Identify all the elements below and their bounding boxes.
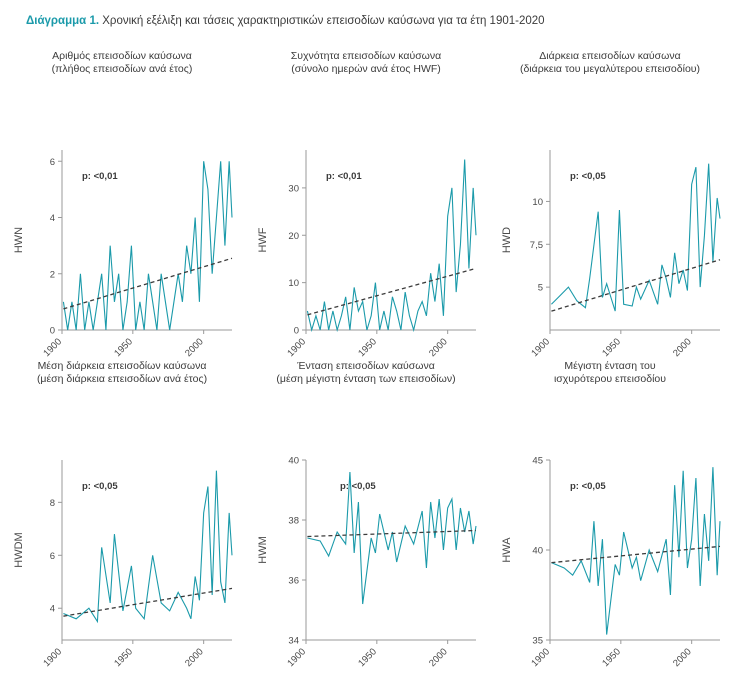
chart-title-hwa-line1: Μέγιστη ένταση του bbox=[564, 360, 656, 372]
xtick-label: 1900 bbox=[285, 646, 309, 670]
pvalue-hwf: p: <0,01 bbox=[326, 171, 362, 182]
figure-caption bbox=[26, 14, 716, 28]
plot-svg-hwdm bbox=[0, 388, 244, 670]
chart-title-hwn-line1: Αριθμός επεισοδίων καύσωνα bbox=[52, 50, 192, 62]
plot-hwm bbox=[244, 388, 488, 670]
plot-svg-hwn bbox=[0, 78, 244, 360]
plot-hwf bbox=[244, 78, 488, 360]
xtick-label: 1900 bbox=[41, 336, 65, 360]
chart-title-hwa bbox=[488, 354, 732, 388]
ylabel-hwdm: HWDM bbox=[13, 532, 25, 568]
ytick-label: 40 bbox=[532, 545, 543, 557]
yticks-hwdm bbox=[50, 498, 62, 615]
xtick-label: 2000 bbox=[427, 336, 450, 360]
xtick-label: 1900 bbox=[285, 336, 309, 360]
chart-title-hwm bbox=[244, 354, 488, 388]
series-path-hwa bbox=[551, 467, 720, 634]
yticks-hwd bbox=[530, 197, 550, 294]
xtick-label: 2000 bbox=[427, 646, 450, 670]
series-path-hwdm bbox=[63, 471, 232, 622]
trend-path-hwd bbox=[551, 260, 720, 311]
chart-grid bbox=[0, 44, 734, 670]
axes-hwm bbox=[306, 460, 476, 640]
xticks-hwa bbox=[529, 640, 693, 669]
xtick-label: 2000 bbox=[183, 336, 206, 360]
xtick-label: 1950 bbox=[356, 336, 379, 360]
chart-title-hwm-line1: Ένταση επεισοδίων καύσωνα bbox=[297, 360, 435, 372]
plot-hwd bbox=[488, 78, 732, 360]
chart-row-2 bbox=[0, 354, 734, 670]
ytick-label: 30 bbox=[288, 183, 299, 195]
ytick-label: 38 bbox=[288, 515, 299, 527]
xtick-label: 1950 bbox=[356, 646, 379, 670]
chart-cell-hwa bbox=[488, 354, 732, 670]
xtick-label: 1950 bbox=[600, 336, 623, 360]
ytick-label: 20 bbox=[288, 230, 299, 242]
plot-svg-hwf bbox=[244, 78, 488, 360]
pvalue-hwm: p: <0,05 bbox=[340, 481, 376, 492]
series-path-hwf bbox=[307, 159, 476, 330]
chart-title-hwa-line2: ισχυρότερου επεισοδίου bbox=[553, 373, 667, 385]
chart-cell-hwn bbox=[0, 44, 244, 360]
xtick-label: 2000 bbox=[671, 646, 694, 670]
xtick-label: 1900 bbox=[529, 646, 553, 670]
plot-hwa bbox=[488, 388, 732, 670]
ytick-label: 34 bbox=[288, 635, 299, 647]
chart-title-hwn-line2: (πλήθος επεισοδίων ανά έτος) bbox=[51, 63, 193, 75]
xtick-label: 2000 bbox=[671, 336, 694, 360]
ytick-label: 45 bbox=[532, 455, 543, 467]
plot-hwdm bbox=[0, 388, 244, 670]
series-path-hwn bbox=[63, 161, 232, 330]
chart-row-1 bbox=[0, 44, 734, 360]
series-path-hwm bbox=[307, 472, 476, 604]
ytick-label: 4 bbox=[49, 603, 55, 615]
xtick-label: 2000 bbox=[183, 646, 206, 670]
chart-cell-hwf bbox=[244, 44, 488, 360]
plot-svg-hwa bbox=[488, 388, 732, 670]
plot-svg-hwd bbox=[488, 78, 732, 360]
chart-title-hwm-line2: (μέση μέγιστη ένταση των επεισοδίων) bbox=[276, 373, 456, 385]
xtick-label: 1950 bbox=[112, 646, 135, 670]
ytick-label: 5 bbox=[537, 282, 543, 294]
ytick-label: 0 bbox=[49, 325, 55, 337]
chart-title-hwdm-line2: (μέση διάρκεια επεισοδίων ανά έτος) bbox=[36, 373, 208, 385]
ytick-label: 7,5 bbox=[529, 239, 543, 251]
ytick-label: 35 bbox=[532, 635, 543, 647]
yticks-hwm bbox=[288, 456, 306, 647]
ylabel-hwa: HWA bbox=[501, 537, 513, 563]
ytick-label: 8 bbox=[49, 497, 55, 509]
chart-title-hwd bbox=[488, 44, 732, 78]
pvalue-hwa: p: <0,05 bbox=[570, 481, 606, 492]
ytick-label: 10 bbox=[288, 278, 299, 290]
ytick-label: 2 bbox=[49, 269, 55, 281]
chart-title-hwd-line2: (διάρκεια του μεγαλύτερου επεισοδίου) bbox=[519, 63, 701, 75]
ylabel-hwm: HWM bbox=[257, 536, 269, 564]
chart-cell-hwd bbox=[488, 44, 732, 360]
xticks-hwdm bbox=[41, 640, 205, 669]
ytick-label: 4 bbox=[49, 213, 55, 224]
ytick-label: 40 bbox=[288, 455, 299, 467]
series-path-hwd bbox=[551, 164, 720, 311]
xtick-label: 1900 bbox=[529, 336, 553, 360]
ytick-label: 6 bbox=[49, 550, 55, 562]
chart-title-hwd-line1: Διάρκεια επεισοδίων καύσωνα bbox=[539, 50, 681, 62]
yticks-hwf bbox=[288, 183, 306, 336]
chart-title-hwdm bbox=[0, 354, 244, 388]
plot-hwn bbox=[0, 78, 244, 360]
ylabel-hwd: HWD bbox=[501, 226, 513, 254]
chart-title-hwdm-line1: Μέση διάρκεια επεισοδίων καύσωνα bbox=[37, 360, 207, 372]
ytick-label: 36 bbox=[288, 575, 299, 587]
trend-path-hwf bbox=[307, 268, 476, 314]
xtick-label: 1950 bbox=[112, 336, 135, 360]
ylabel-hwn: HWN bbox=[13, 226, 25, 254]
pvalue-hwdm: p: <0,05 bbox=[82, 481, 118, 492]
chart-title-hwn bbox=[0, 44, 244, 78]
ytick-label: 10 bbox=[532, 196, 543, 208]
ylabel-hwf: HWF bbox=[257, 227, 269, 253]
ytick-label: 0 bbox=[293, 325, 299, 337]
caption-label: Διάγραμμα 1. bbox=[26, 15, 100, 27]
chart-title-hwf-line2: (σύνολο ημερών ανά έτος HWF) bbox=[291, 63, 441, 75]
plot-svg-hwm bbox=[244, 388, 488, 670]
xticks-hwm bbox=[285, 640, 449, 669]
chart-title-hwf bbox=[244, 44, 488, 78]
xtick-label: 1950 bbox=[600, 646, 623, 670]
caption-text: Χρονική εξέλιξη και τάσεις χαρακτηριστικών επεισοδίων καύσωνα για τα έτη 1901-2020 bbox=[102, 15, 545, 27]
chart-cell-hwdm bbox=[0, 354, 244, 670]
yticks-hwn bbox=[50, 157, 62, 337]
chart-cell-hwm bbox=[244, 354, 488, 670]
yticks-hwa bbox=[532, 456, 550, 647]
pvalue-hwn: p: <0,01 bbox=[82, 171, 118, 182]
pvalue-hwd: p: <0,05 bbox=[570, 171, 606, 182]
xtick-label: 1900 bbox=[41, 646, 65, 670]
chart-title-hwf-line1: Συχνότητα επεισοδίων καύσωνα bbox=[290, 50, 442, 62]
ytick-label: 6 bbox=[49, 156, 55, 168]
